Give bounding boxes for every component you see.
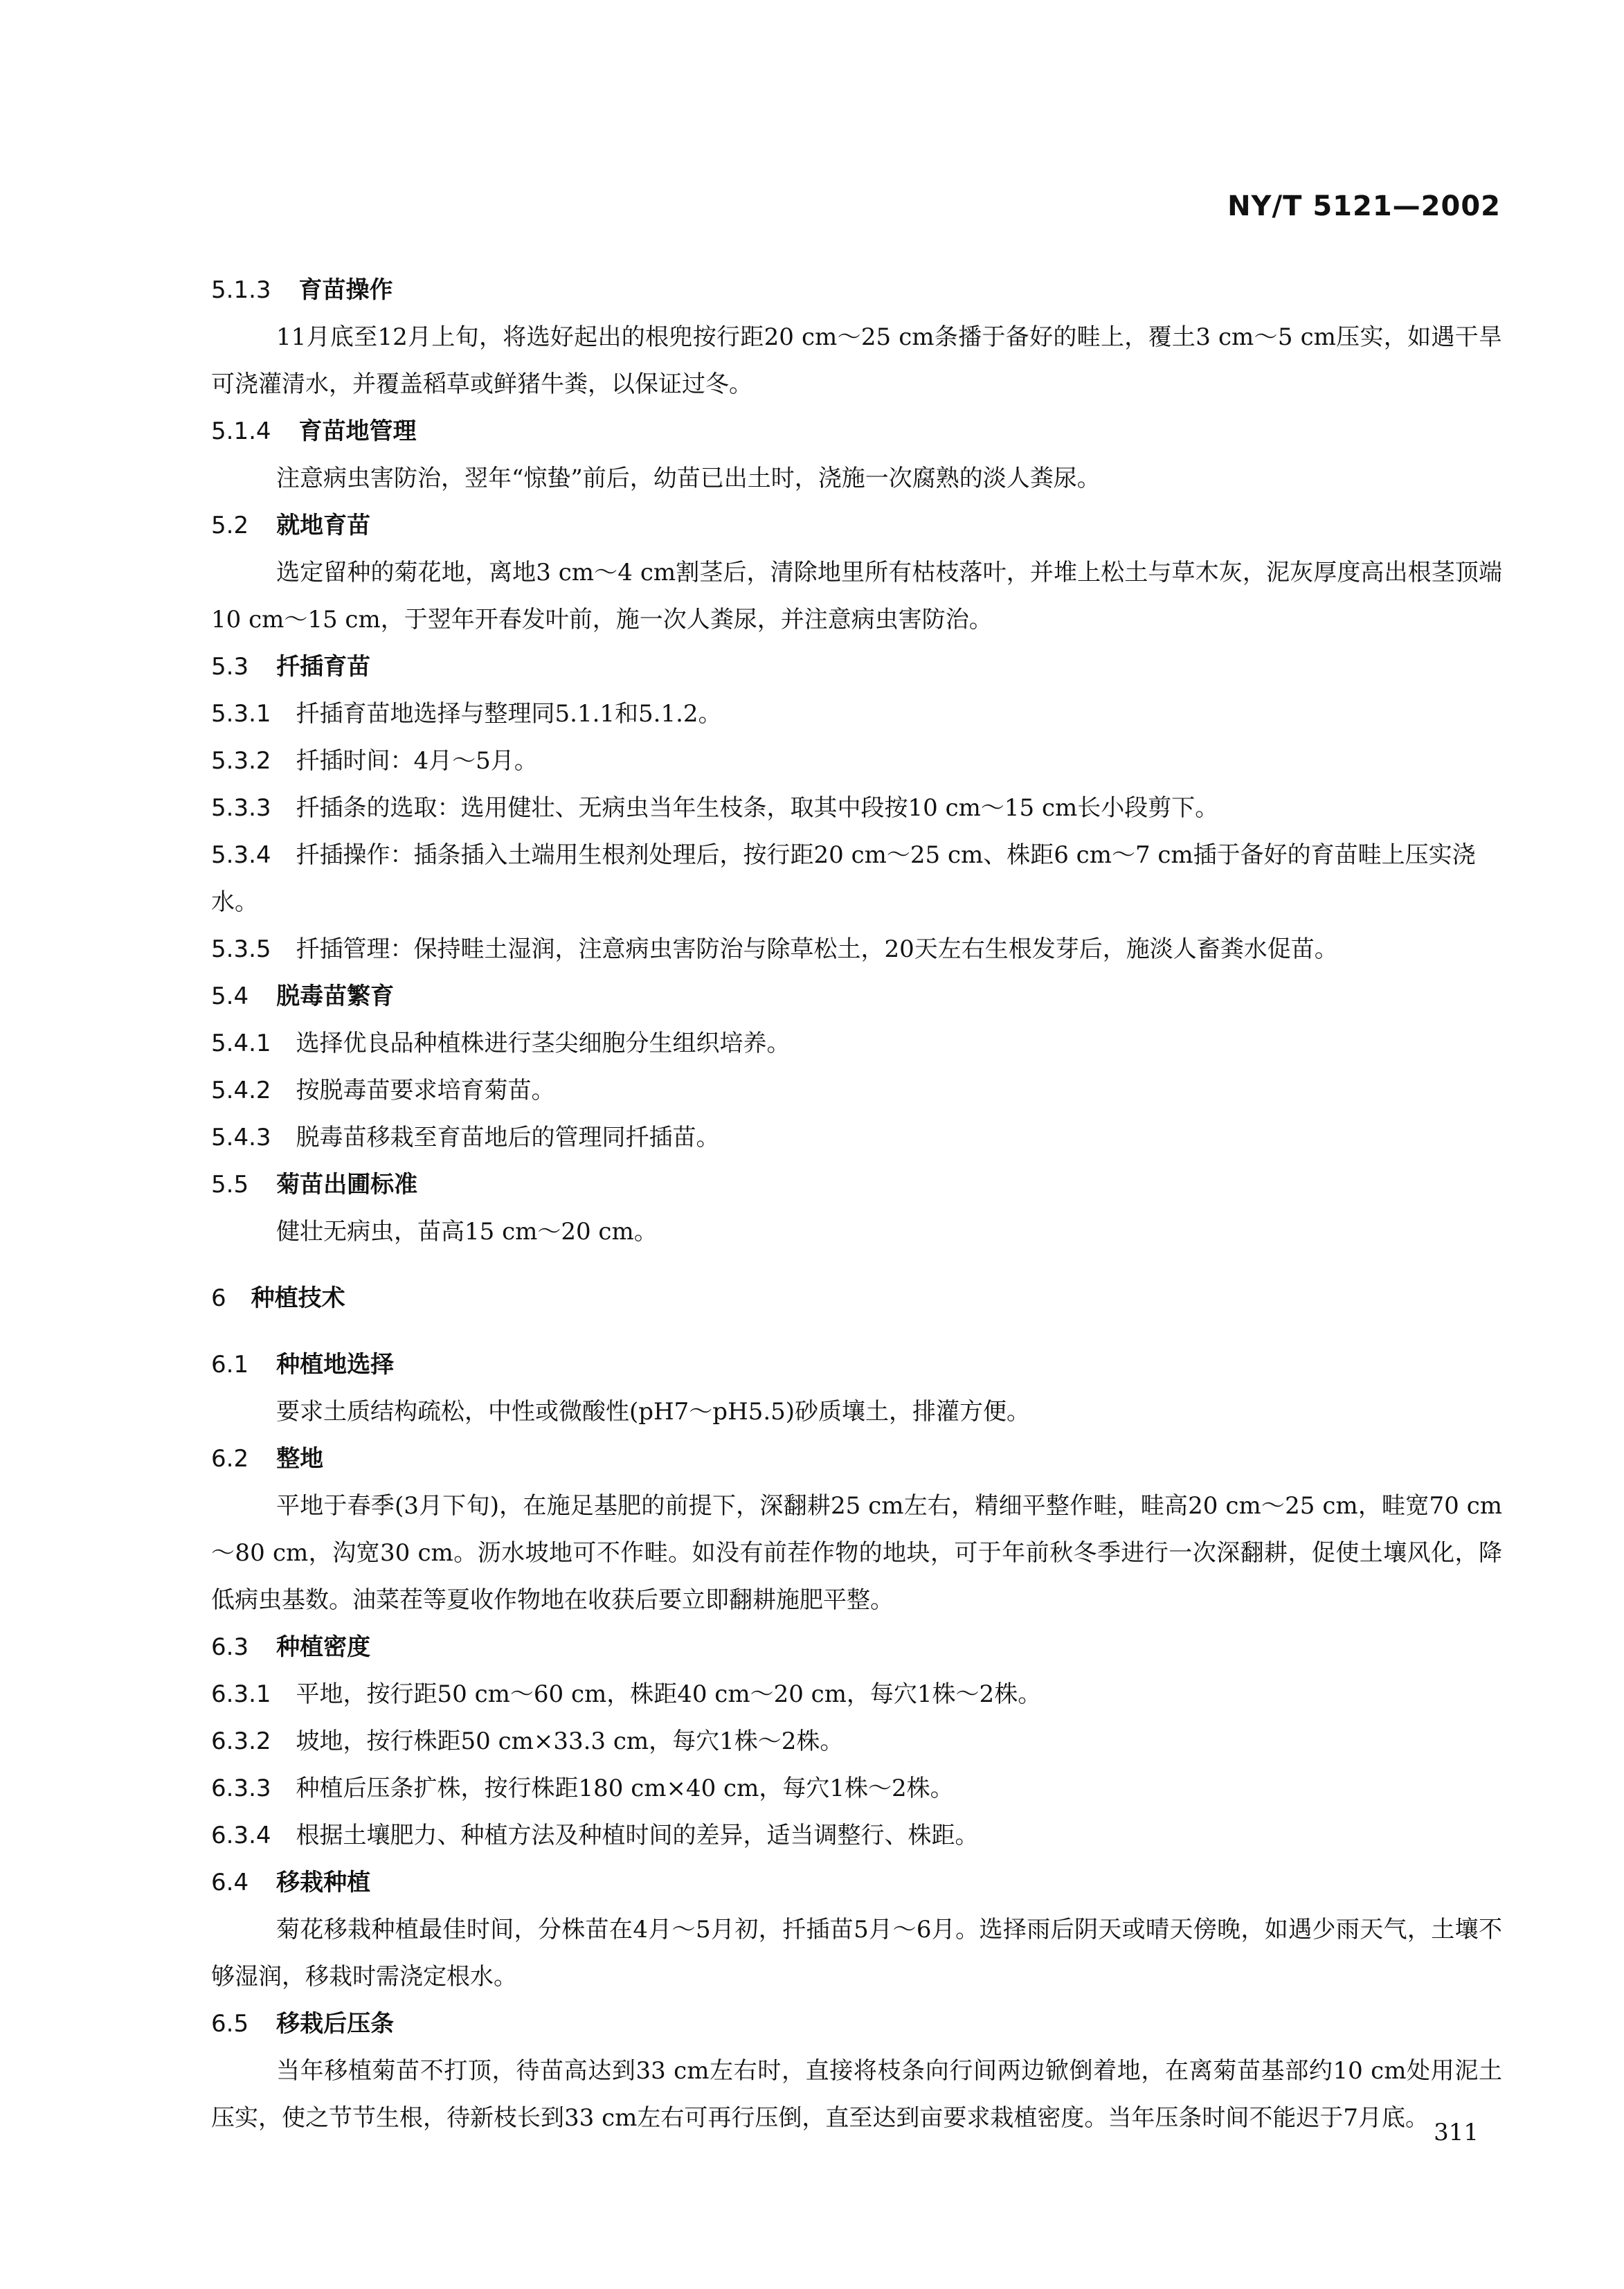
paragraph: 11月底至12月上旬，将选好起出的根兜按行距20 cm～25 cm条播于备好的畦上，覆土3 cm～5 cm压实，如遇干旱可浇灌清水，并覆盖稻草或鲜猪牛粪，以保证过冬。 [211, 323, 1502, 398]
clause-heading [211, 267, 1502, 314]
clause-number: 6.3.1 [211, 1680, 271, 1708]
clause-item [211, 926, 1502, 973]
clause-text: 按脱毒苗要求培育菊苗。 [296, 1077, 555, 1104]
clause-text: 种植后压条扩株，按行株距180 cm×40 cm，每穴1株～2株。 [296, 1775, 954, 1802]
clause-number: 5.3.2 [211, 747, 271, 775]
clause-item [211, 1020, 1502, 1067]
clause-number: 6 [211, 1284, 226, 1312]
clause-title: 种植密度 [276, 1633, 371, 1661]
clause-title: 种植地选择 [276, 1351, 395, 1379]
clause-number: 5.4 [211, 982, 249, 1010]
clause-heading [211, 973, 1502, 1020]
paragraph: 菊花移栽种植最佳时间，分株苗在4月～5月初，扦插苗5月～6月。选择雨后阴天或晴天傍晚，如遇少雨天气，土壤不够湿润，移栽时需浇定根水。 [211, 1916, 1502, 1991]
clause-number: 5.3 [211, 653, 249, 681]
paragraph: 注意病虫害防治，翌年“惊蛰”前后，幼苗已出土时，浇施一次腐熟的淡人粪尿。 [276, 465, 1101, 492]
clause-number: 5.3.3 [211, 794, 271, 822]
clause-item [211, 1067, 1502, 1114]
paragraph: 平地于春季(3月下旬)，在施足基肥的前提下，深翻耕25 cm左右，精细平整作畦，畦高20 cm～25 cm，畦宽70 cm～80 cm，沟宽30 cm。沥水坡地可不作畦。如没有前茬作物的地块，可于年前秋冬季进行一次深翻耕，促使土壤风化，降低病虫基数。油菜茬等夏收作物地在收获后要立即翻耕施肥平整。 [211, 1492, 1502, 1614]
clause-number: 6.3.4 [211, 1822, 271, 1849]
clause-number: 5.4.1 [211, 1030, 271, 1057]
clause-text: 脱毒苗移栽至育苗地后的管理同扦插苗。 [296, 1124, 720, 1151]
clause-number: 6.1 [211, 1351, 249, 1379]
clause-text: 平地，按行距50 cm～60 cm，株距40 cm～20 cm，每穴1株～2株。 [296, 1680, 1042, 1708]
clause-item [211, 737, 1502, 784]
clause-number: 6.4 [211, 1869, 249, 1896]
clause-number: 6.3.3 [211, 1775, 271, 1802]
clause-item [211, 1671, 1502, 1718]
clause-title: 菊苗出圃标准 [276, 1171, 418, 1199]
clause-number: 5.2 [211, 512, 249, 539]
clause-heading [211, 1161, 1502, 1208]
clause-number: 6.3.2 [211, 1727, 271, 1755]
clause-title: 整地 [276, 1445, 324, 1473]
clause-title: 种植技术 [251, 1284, 345, 1312]
clause-text: 扦插操作：插条插入土端用生根剂处理后，按行距20 cm～25 cm、株距6 cm～7 cm插于备好的育苗畦上压实浇水。 [211, 841, 1476, 916]
clause-heading [211, 1341, 1502, 1388]
clause-title: 扦插育苗 [276, 653, 371, 681]
section-heading [211, 1275, 1502, 1322]
clause-item [211, 1765, 1502, 1812]
clause-text: 坡地，按行株距50 cm×33.3 cm，每穴1株～2株。 [296, 1727, 844, 1755]
clause-heading [211, 1624, 1502, 1671]
clause-title: 脱毒苗繁育 [276, 982, 395, 1010]
clause-title: 移栽种植 [276, 1869, 371, 1896]
document-body [211, 267, 1502, 2142]
clause-item [211, 1718, 1502, 1765]
clause-item [211, 1812, 1502, 1859]
clause-title: 育苗操作 [298, 276, 393, 304]
clause-heading [211, 1435, 1502, 1482]
clause-number: 5.3.4 [211, 841, 271, 869]
clause-item [211, 832, 1502, 926]
clause-item [211, 784, 1502, 832]
clause-text: 根据土壤肥力、种植方法及种植时间的差异，适当调整行、株距。 [296, 1822, 979, 1849]
clause-heading [211, 408, 1502, 455]
clause-text: 扦插育苗地选择与整理同5.1.1和5.1.2。 [296, 700, 722, 728]
paragraph: 健壮无病虫，苗高15 cm～20 cm。 [276, 1218, 658, 1246]
clause-heading [211, 502, 1502, 549]
clause-heading [211, 643, 1502, 690]
clause-text: 扦插条的选取：选用健壮、无病虫当年生枝条，取其中段按10 cm～15 cm长小段剪下。 [296, 794, 1219, 822]
clause-title: 育苗地管理 [298, 418, 417, 445]
clause-number: 5.1.4 [211, 418, 271, 445]
clause-number: 6.5 [211, 2010, 249, 2038]
clause-number: 6.3 [211, 1633, 249, 1661]
clause-item [211, 690, 1502, 737]
paragraph: 当年移植菊苗不打顶，待苗高达到33 cm左右时，直接将枝条向行间两边锨倒着地，在离菊苗基部约10 cm处用泥土压实，使之节节生根，待新枝长到33 cm左右可再行压倒，直至达到亩要求栽植密度。当年压条时间不能迟于7月底。 [211, 2057, 1502, 2132]
clause-text: 扦插管理：保持畦土湿润，注意病虫害防治与除草松土，20天左右生根发芽后，施淡人畜粪水促苗。 [296, 935, 1338, 963]
clause-heading [211, 2000, 1502, 2047]
paragraph: 选定留种的菊花地，离地3 cm～4 cm割茎后，清除地里所有枯枝落叶，并堆上松土与草木灰，泥灰厚度高出根茎顶端10 cm～15 cm，于翌年开春发叶前，施一次人粪尿，并注意病虫害防治。 [211, 559, 1502, 634]
clause-number: 5.5 [211, 1171, 249, 1199]
clause-number: 5.1.3 [211, 276, 271, 304]
clause-item [211, 1114, 1502, 1161]
standard-code: NY/T 5121—2002 [1227, 190, 1501, 222]
page-number: 311 [1434, 2119, 1479, 2146]
clause-number: 6.2 [211, 1445, 249, 1473]
clause-number: 5.3.1 [211, 700, 271, 728]
clause-number: 5.4.2 [211, 1077, 271, 1104]
clause-title: 就地育苗 [276, 512, 371, 539]
clause-number: 5.3.5 [211, 935, 271, 963]
clause-title: 移栽后压条 [276, 2010, 395, 2038]
paragraph: 要求土质结构疏松，中性或微酸性(pH7～pH5.5)砂质壤土，排灌方便。 [276, 1398, 1031, 1426]
clause-heading [211, 1859, 1502, 1906]
clause-number: 5.4.3 [211, 1124, 271, 1151]
clause-text: 扦插时间：4月～5月。 [296, 747, 538, 775]
section-gap [211, 1255, 1502, 1275]
clause-text: 选择优良品种植株进行茎尖细胞分生组织培养。 [296, 1030, 791, 1057]
section-gap [211, 1322, 1502, 1341]
